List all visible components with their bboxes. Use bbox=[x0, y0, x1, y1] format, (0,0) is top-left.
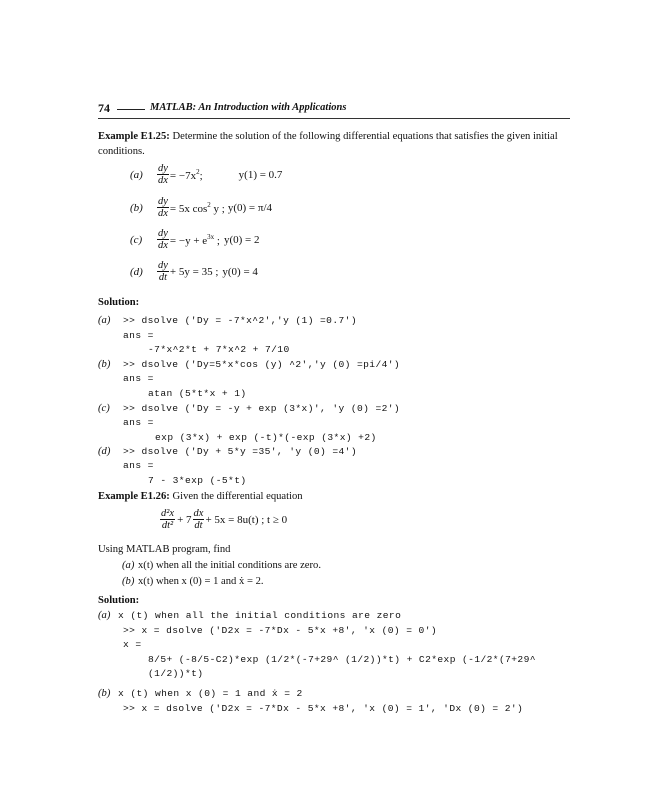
solution-label-d: (d) bbox=[98, 446, 111, 457]
code-output: 7 - 3*exp (-5*t) bbox=[148, 475, 247, 486]
code-comment: x (t) when all the initial conditions are zero bbox=[118, 610, 402, 621]
derivative-fraction: $\frac{dy}{dx}$ bbox=[158, 228, 168, 251]
using-matlab-text: Using MATLAB program, find bbox=[98, 544, 231, 555]
example-e1-26-statement bbox=[98, 490, 303, 504]
page-number: 74 bbox=[98, 101, 110, 115]
initial-condition: y(0) = π/4 bbox=[227, 201, 272, 214]
code-line: ans = bbox=[123, 460, 154, 471]
initial-condition: y(0) = 2 bbox=[223, 233, 260, 246]
code-line: ans = bbox=[123, 417, 154, 428]
equation-rhs: + 5y = 35 ; bbox=[169, 265, 219, 278]
code-line: >> dsolve ('Dy=5*x*cos (y) ^2','y (0) =pi/4') bbox=[123, 359, 401, 370]
code-output: atan (5*t*x + 1) bbox=[148, 388, 247, 399]
equation-label: (a) bbox=[130, 168, 143, 181]
solution-label-a: (a) bbox=[98, 610, 111, 621]
initial-condition: y(0) = 4 bbox=[222, 265, 258, 278]
header-rule bbox=[98, 118, 570, 119]
equation-rhs: = $-y + e^{3x}$ ; bbox=[169, 232, 220, 247]
code-output: exp (3*x) + exp (-t)*(-exp (3*x) +2) bbox=[155, 432, 377, 443]
equation-second-order bbox=[160, 508, 287, 531]
code-line: ans = bbox=[123, 330, 154, 341]
second-derivative-fraction: $\frac{\text{d²x}}{\text{dt²}}$ bbox=[161, 508, 175, 531]
code-line: ans = bbox=[123, 373, 154, 384]
equation-mid: + 7 bbox=[177, 513, 192, 526]
first-derivative-fraction: $\frac{dx}{dt}$ bbox=[193, 508, 204, 531]
derivative-fraction: $\frac{dy}{dx}$ bbox=[158, 196, 168, 219]
solution-label-a: (a) bbox=[98, 315, 111, 326]
equation-rhs: = $-7x^2$; bbox=[169, 167, 203, 182]
equation-tail: + 5x = 8u(t) ; t ≥ 0 bbox=[205, 513, 288, 526]
code-line: >> x = dsolve ('D2x = -7*Dx - 5*x +8', 'x (0) = 1', 'Dx (0) = 2') bbox=[123, 703, 524, 714]
code-output: 8/5+ (-8/5-C2)*exp (1/2*(-7+29^ (1/2))*t) + C2*exp (-1/2*(7+29^ bbox=[148, 654, 536, 665]
equation-label: (c) bbox=[130, 233, 143, 246]
code-line: >> x = dsolve ('D2x = -7*Dx - 5*x +8', 'x (0) = 0') bbox=[123, 625, 438, 636]
task-b: (b) x(t) when x (0) = 1 and ẋ = 2. bbox=[122, 576, 264, 587]
equation-c bbox=[130, 228, 260, 251]
code-line: >> dsolve ('Dy + 5*y =35', 'y (0) =4') bbox=[123, 446, 357, 457]
derivative-fraction: $\frac{dy}{dt}$ bbox=[158, 260, 168, 283]
running-title: MATLAB: An Introduction with Applications bbox=[150, 102, 347, 113]
example-label: Example E1.25: bbox=[98, 131, 170, 142]
code-comment: x (t) when x (0) = 1 and ẋ = 2 bbox=[118, 688, 303, 699]
example-e1-25-statement bbox=[98, 130, 558, 144]
solution-label-b: (b) bbox=[98, 688, 111, 699]
statement-text: Given the differential equation bbox=[172, 491, 303, 502]
code-line: >> dsolve ('Dy = -y + exp (3*x)', 'y (0) =2') bbox=[123, 403, 401, 414]
equation-rhs: = 5x $\cos^2 y$ ; bbox=[169, 200, 225, 215]
equation-d bbox=[130, 260, 258, 283]
equation-label: (d) bbox=[130, 265, 143, 278]
code-output: -7*x^2*t + 7*x^2 + 7/10 bbox=[148, 344, 290, 355]
code-output: (1/2))*t) bbox=[148, 668, 204, 679]
solution-label-c: (c) bbox=[98, 403, 110, 414]
example-label: Example E1.26: bbox=[98, 491, 170, 502]
code-line: >> dsolve ('Dy = -7*x^2','y (1) =0.7') bbox=[123, 315, 357, 326]
header-dash bbox=[117, 109, 145, 110]
equation-a bbox=[130, 163, 282, 186]
task-a: (a) x(t) when all the initial conditions are zero. bbox=[122, 560, 321, 571]
solution-heading-2: Solution: bbox=[98, 595, 140, 606]
equation-b bbox=[130, 196, 272, 219]
statement-line-1: Determine the solution of the following differential equations that satisfies the given initial bbox=[172, 131, 558, 142]
derivative-fraction: $\frac{dy}{dx}$ bbox=[158, 163, 168, 186]
initial-condition: y(1) = 0.7 bbox=[238, 168, 283, 181]
statement-line-2: conditions. bbox=[98, 146, 145, 157]
solution-heading: Solution: bbox=[98, 297, 140, 308]
solution-label-b: (b) bbox=[98, 359, 111, 370]
code-line: x = bbox=[123, 639, 142, 650]
equation-label: (b) bbox=[130, 201, 143, 214]
